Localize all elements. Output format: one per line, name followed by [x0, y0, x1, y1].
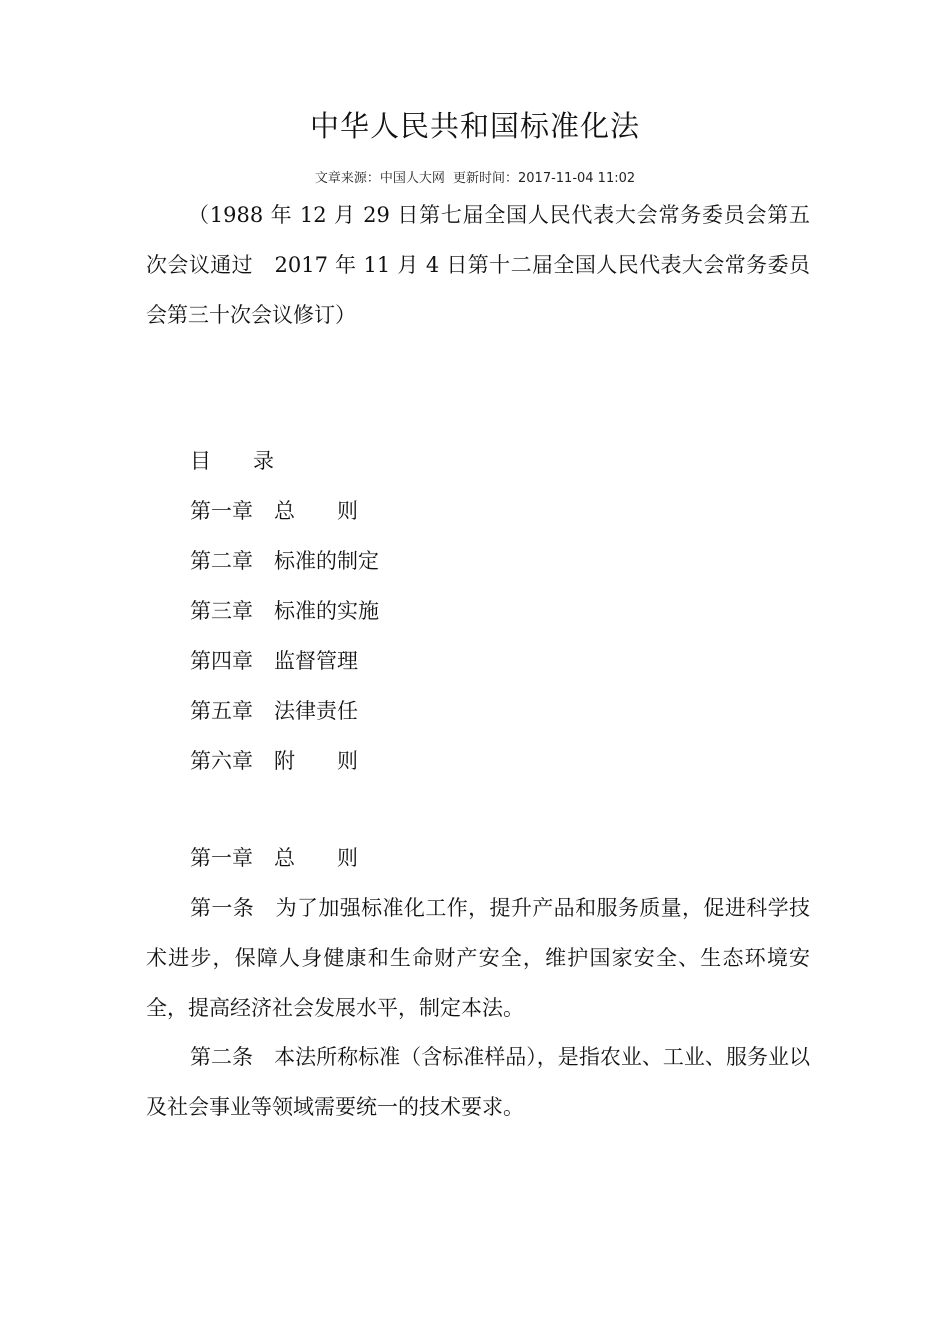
document-title: 中华人民共和国标准化法 [309, 109, 640, 143]
toc-item: 第一章 总 则 [190, 499, 358, 523]
toc-item: 第二章 标准的制定 [190, 549, 379, 573]
chapter-heading: 第一章 总 则 [190, 846, 358, 870]
adoption-note: （1988 年 12 月 29 日第七届全国人民代表大会常务委员会第五次会议通过 2017 年 11 月 4 日第十二届全国人民代表大会常务委员会第三十次会议修订） [146, 203, 810, 327]
source-label: 文章来源：中国人大网 [314, 171, 445, 186]
article-paragraph: 第一条 为了加强标准化工作，提升产品和服务质量，促进科学技术进步，保障人身健康和生命财产安全，维护国家安全、生态环境安全，提高经济社会发展水平，制定本法。 [146, 896, 810, 1020]
toc-item: 第三章 标准的实施 [190, 599, 379, 623]
toc-heading: 目 录 [190, 449, 274, 473]
toc-item: 第四章 监督管理 [190, 649, 358, 673]
source-line [0, 170, 950, 188]
update-time-label: 更新时间：2017-11-04 11:02 [453, 171, 636, 186]
table-of-contents [146, 436, 810, 786]
article-paragraph: 第二条 本法所称标准（含标准样品），是指农业、工业、服务业以及社会事业等领域需要统一的技术要求。 [146, 1045, 810, 1119]
toc-item: 第六章 附 则 [190, 749, 358, 773]
toc-item: 第五章 法律责任 [190, 699, 358, 723]
